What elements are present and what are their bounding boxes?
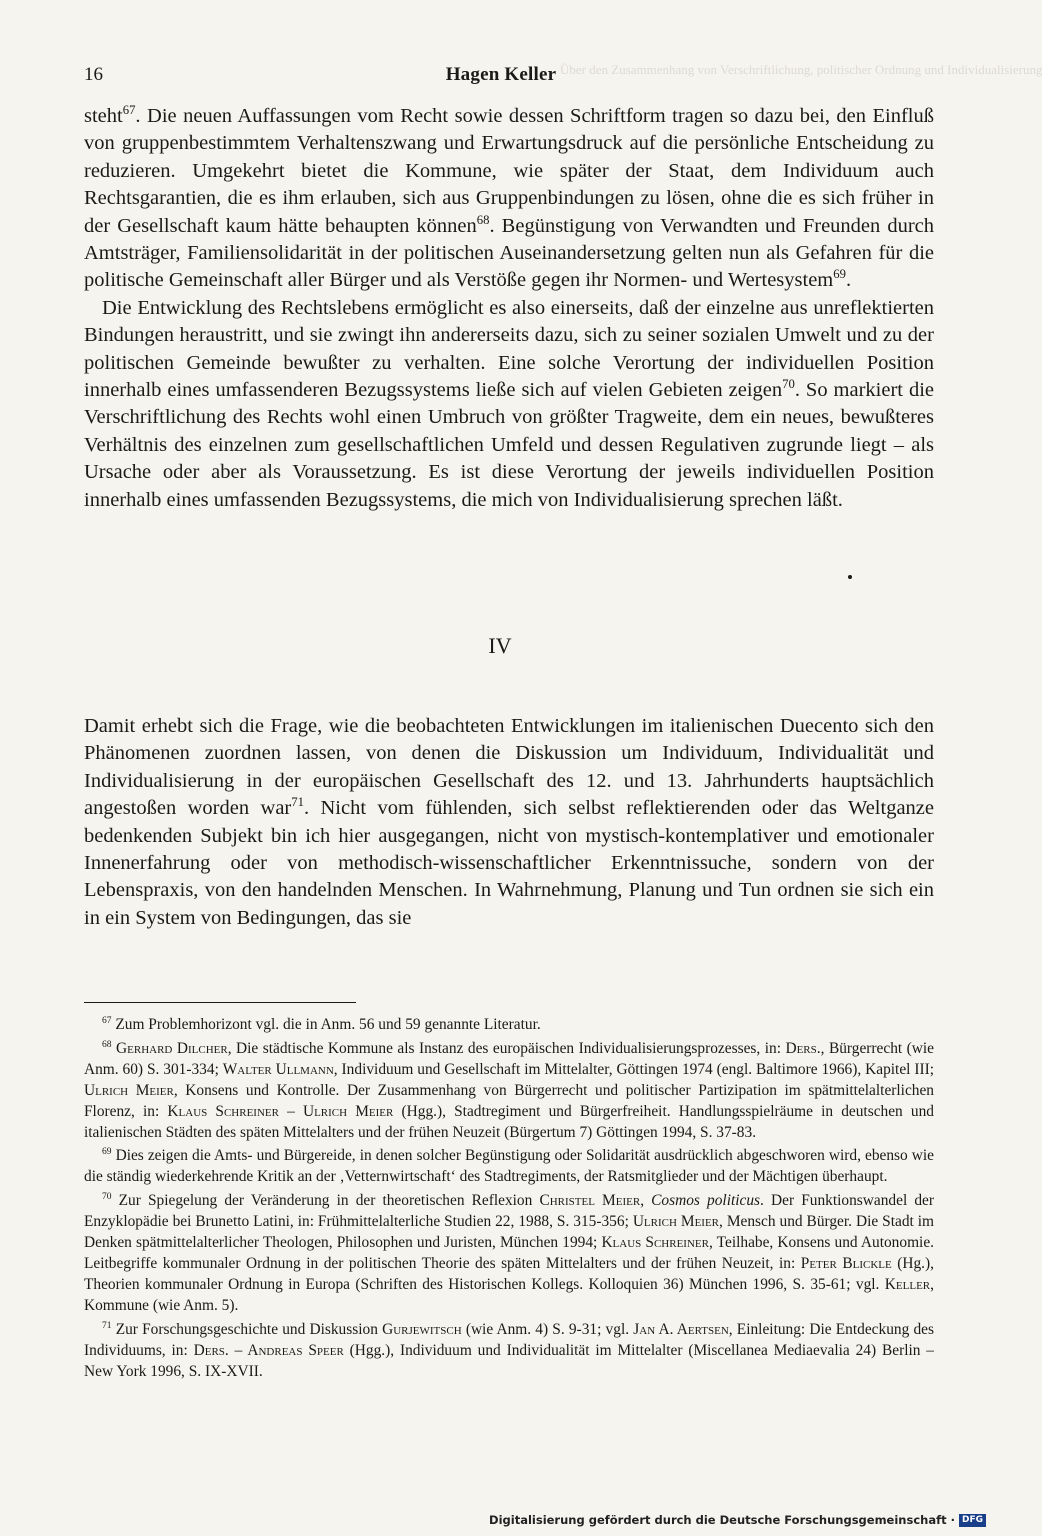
body-text-upper bbox=[84, 103, 934, 514]
running-head bbox=[84, 64, 918, 88]
text-run: Damit erhebt sich die Frage, wie die beobachteten Entwicklungen im italienischen Duecento sich den Phänomenen zuordnen lassen, von denen die Diskussion um Individuum, Individualität und Individualisierung in der europäischen Gesellschaft des 12. und 13. Jahrhunderts hauptsächlich angestoßen worden war bbox=[84, 715, 934, 820]
note-reference: 71 bbox=[102, 1319, 112, 1331]
author-name: Ulrich Meier bbox=[84, 1081, 174, 1099]
note-reference: 67 bbox=[122, 103, 136, 118]
footnote bbox=[84, 1039, 934, 1144]
text-run: (wie Anm. 4) S. 9-31; vgl. bbox=[461, 1320, 634, 1338]
text-run: , Bürgerrecht (wie Anm. 60) S. 301-334; bbox=[84, 1039, 934, 1078]
author-name: Klaus Schreiner bbox=[601, 1234, 709, 1252]
text-run: steht bbox=[84, 105, 123, 127]
author-name: Gurjewitsch bbox=[382, 1320, 462, 1338]
footnote bbox=[84, 1015, 934, 1036]
author-name: Christel Meier bbox=[539, 1192, 641, 1210]
note-reference: 68 bbox=[102, 1038, 112, 1050]
text-run: , Mensch und Bürger. Die Stadt im Denken spätmittelalterlicher Theologen, Philosophen und Juristen, München 1994; bbox=[84, 1213, 935, 1252]
running-head-author: Hagen Keller bbox=[445, 64, 557, 85]
author-name: Keller bbox=[884, 1275, 931, 1293]
text-run: (Hgg.), Individuum und Individualität im Mittelalter (Miscellanea Mediaevalia 24) Berlin – New York 1996, S. IX-XVII. bbox=[84, 1341, 934, 1380]
text-run: . Der Funktionswandel der Enzyklopädie bei Brunetto Latini, in: Frühmittelalterliche Studien 22, 1988, S. 315-356; bbox=[84, 1192, 934, 1231]
text-run: , bbox=[640, 1192, 652, 1210]
author-name: Ders. bbox=[785, 1039, 821, 1057]
text-run: , Teilhabe, Konsens und Autonomie. Leitbegriffe kommunaler Ordnung in der politischen Theorie des späten Mittelalters und der frühen Neuzeit, in: bbox=[84, 1234, 934, 1272]
stray-dot-mark bbox=[848, 575, 852, 579]
note-reference: 70 bbox=[102, 1191, 112, 1203]
author-name: Peter Blickle bbox=[800, 1254, 892, 1272]
text-run: Zur Spiegelung der Veränderung in der theoretischen Reflexion bbox=[111, 1192, 540, 1210]
text-run: , Die städtische Kommune als Instanz des europäischen Individualisierungsprozesses, in: bbox=[227, 1039, 786, 1057]
footnote bbox=[84, 1191, 934, 1316]
title-italic: Cosmos politicus bbox=[651, 1192, 761, 1210]
text-run: , Individuum und Gesellschaft im Mittelalter, Göttingen 1974 (engl. Baltimore 1966), Kapitel III; bbox=[333, 1060, 934, 1078]
paragraph bbox=[84, 103, 934, 295]
text-run: Zur Forschungsgeschichte und Diskussion bbox=[111, 1320, 383, 1338]
credit-text: Digitalisierung gefördert durch die Deutsche Forschungsgemeinschaft · bbox=[489, 1513, 955, 1527]
text-run: (Hgg.), Stadtregiment und Bürgerfreiheit. Handlungsspielräume in deutschen und italienischen Städten des späten Mittelalters und der frühen Neuzeit (Bürgertum 7) Göttingen 1994, S. 37-83. bbox=[84, 1102, 934, 1141]
author-name: Klaus Schreiner – Ulrich Meier bbox=[167, 1102, 394, 1120]
author-name: Ulrich Meier bbox=[632, 1213, 720, 1231]
note-reference: 69 bbox=[833, 267, 846, 282]
footnotes bbox=[84, 1015, 934, 1385]
footnote bbox=[84, 1146, 934, 1188]
text-run: . Die neuen Auffassungen vom Recht sowie dessen Schriftform tragen so dazu bei, den Einfluß von gruppenbestimmtem Verhaltenszwang und Erwartungsdruck auf die persönliche Entscheidung zu reduzieren. Umgekehrt bietet die Kommune, wie später der Staat, dem Individuum auch Rechtsgarantien, die es ihm erlauben, sich aus Gruppenbindungen zu lösen, ohne die es sich früher in der Gesellschaft kaum hätte behaupten können bbox=[84, 105, 934, 237]
note-reference: 67 bbox=[102, 1014, 112, 1026]
body-text-lower bbox=[84, 713, 934, 932]
section-heading: IV bbox=[488, 633, 512, 658]
paragraph bbox=[84, 295, 934, 514]
text-run: Dies zeigen die Amts- und Bürgereide, in denen solcher Begünstigung oder Solidarität ausdrücklich abgeschworen wird, ebenso wie die ständig wiederkehrende Kritik an der ‚Vetternwirtschaft‘ des Stadtregiments, der Ratsmitglieder und der Mächtigen überhaupt. bbox=[84, 1147, 934, 1186]
author-name: Walter Ullmann bbox=[222, 1060, 334, 1078]
text-run: , Kommune (wie Anm. 5). bbox=[84, 1275, 934, 1314]
text-run: . Begünstigung von Verwandten und Freunden durch Amtsträger, Familiensolidarität in der politischen Auseinandersetzung gelten nun als Gefahren für die politische Gemeinschaft aller Bürger und als Verstöße gegen ihr Normen- und Wertesystem bbox=[84, 214, 935, 292]
paragraph bbox=[84, 713, 934, 932]
show-through-text: Über den Zusammenhang von Verschriftlichung, politischer Ordnung und Individualisierung bbox=[560, 62, 1042, 77]
page-number: 16 bbox=[84, 64, 103, 85]
author-name: Jan A. Aertsen bbox=[633, 1320, 729, 1338]
dfg-logo: DFG bbox=[959, 1514, 986, 1527]
text-run: . bbox=[845, 269, 852, 292]
text-run: , Einleitung: Die Entdeckung des Individuums, in: bbox=[84, 1320, 934, 1359]
text-run: , Konsens und Kontrolle. Der Zusammenhang von Bürgerrecht und politischer Partizipation im spätmittelalterlichen Florenz, in: bbox=[84, 1081, 934, 1120]
note-reference: 70 bbox=[782, 377, 795, 392]
note-reference: 68 bbox=[476, 212, 490, 227]
digitization-credit bbox=[489, 1512, 986, 1528]
footnote bbox=[84, 1320, 934, 1383]
text-run: Zum Problemhorizont vgl. die in Anm. 56 und 59 genannte Literatur. bbox=[111, 1016, 541, 1033]
text-run: (Hg.), Theorien kommunaler Ordnung in Europa (Schriften des Historischen Kollegs. Kolloquien 36) München 1996, S. 35-61; vgl. bbox=[84, 1254, 934, 1293]
text-run: Die Entwicklung des Rechtslebens ermöglicht es also einerseits, daß der einzelne aus unreflektierten Bindungen heraustritt, und sie zwingt ihn andererseits dazu, sich zu seiner sozialen Umwelt und zu der politischen Gemeinde bewußter zu verhalten. Eine solche Verortung der individuellen Position innerhalb eines umfassenderen Bezugssystems ließe sich auf vielen Gebieten zeigen bbox=[84, 296, 934, 402]
text-run: . Nicht vom fühlenden, sich selbst reflektierenden oder das Weltganze bedenkenden Subjekt bin ich hier ausgegangen, nicht von mystisch-kontemplativer und emotionaler Innenerfahrung oder von methodisch-wissenschaftlicher Erkenntnissuche, sondern von der Lebenspraxis, von den handelnden Menschen. In Wahrnehmung, Planung und Tun ordnen sie sich ein in ein System von Bedingungen, das sie bbox=[84, 797, 934, 929]
text-run: . So markiert die Verschriftlichung des Rechts wohl einen Umbruch von größter Tragweite, dem ein neues, bewußteres Verhältnis des einzelnen zum gesellschaftlichen Umfeld und dessen Regulativen zugrunde liegt – als Ursache oder aber als Voraussetzung. Es ist diese Verortung der jeweils individuellen Position innerhalb eines umfassenden Bezugssystems, die mich von Individualisierung sprechen läßt. bbox=[84, 379, 935, 511]
note-reference: 69 bbox=[102, 1146, 112, 1158]
footnote-divider bbox=[84, 1002, 356, 1003]
author-name: Ders. – Andreas Speer bbox=[193, 1341, 344, 1359]
author-name: Gerhard Dilcher bbox=[116, 1039, 228, 1057]
note-reference: 71 bbox=[291, 795, 304, 810]
